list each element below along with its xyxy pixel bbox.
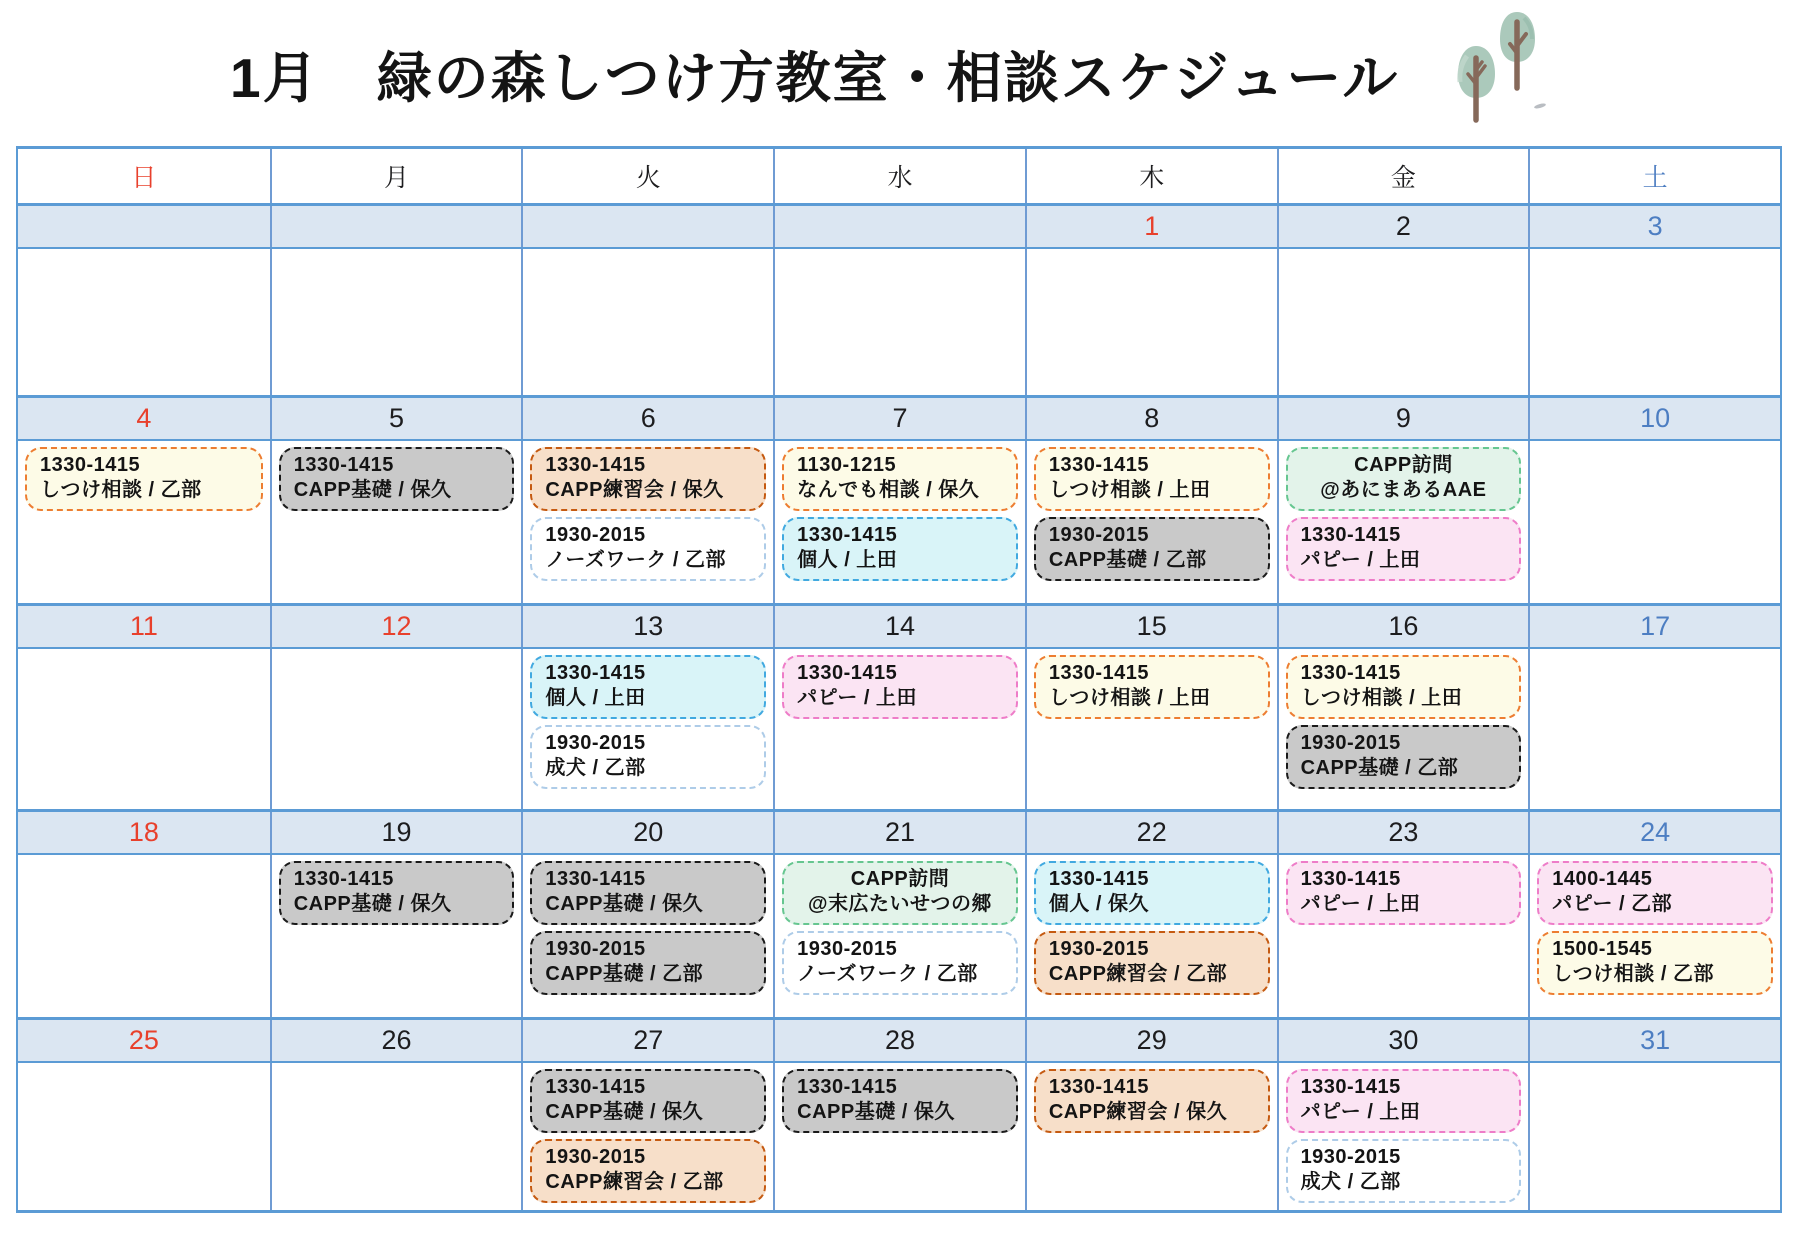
date-row-week-4 [18,809,1780,855]
event-line1: CAPP訪問 [1354,454,1453,476]
event-box [782,1069,1018,1133]
event-box [782,931,1018,995]
event-box [782,447,1018,511]
date-cell-mon-5: 5 [270,398,522,439]
date-cell-sat-31: 31 [1528,1020,1780,1061]
event-box [530,655,766,719]
date-cell-tue-13: 13 [521,606,773,647]
event-box [1286,517,1522,581]
event-line1: 1930-2015 [1048,938,1149,960]
event-line1: 1330-1415 [293,868,394,890]
date-cell-sun-4: 4 [136,403,152,433]
day-header-thu: 木 [1025,149,1277,203]
event-box [1034,931,1270,995]
event-line1: 1330-1415 [293,454,394,476]
day-cell-mon-19 [270,855,522,1017]
event-line1: 1330-1415 [545,868,646,890]
day-cell-wed [773,249,1025,395]
event-line1: 1330-1415 [1300,662,1401,684]
event-line1: 1330-1415 [545,662,646,684]
event-line1: 1930-2015 [545,524,646,546]
event-box [530,861,766,925]
trees-icon [1448,6,1572,124]
day-cell-thu-8 [1025,441,1277,603]
day-cell-wed-28 [773,1063,1025,1210]
date-cell-sun-18: 18 [128,817,159,847]
day-cell-fri-2 [1277,249,1529,395]
event-line2: 成犬 / 乙部 [545,757,646,779]
day-cell-wed-7 [773,441,1025,603]
date-cell-sat-17: 17 [1528,606,1780,647]
event-box [530,517,766,581]
event-line1: 1330-1415 [1048,868,1149,890]
date-cell-sat-24: 24 [1528,812,1780,853]
day-cell-thu-1 [1025,249,1277,395]
day-cell-fri-16 [1277,649,1529,809]
event-box [1286,861,1522,925]
ground-speck [1534,103,1547,110]
date-cell-sat-10: 10 [1528,398,1780,439]
event-line1: 1930-2015 [797,938,898,960]
day-cell-sat-24 [1528,855,1780,1017]
event-line1: 1930-2015 [1300,1146,1401,1168]
event-line2: CAPP基礎 / 保久 [293,893,452,915]
date-row-week-2 [18,395,1780,441]
event-box [782,861,1018,925]
date-cell-fri-16: 16 [1277,606,1529,647]
event-line1: 1400-1445 [1552,868,1653,890]
date-cell-wed [773,206,1025,247]
event-box [1286,1069,1522,1133]
tree-left-icon [1458,46,1495,120]
date-cell-wed-7: 7 [773,398,1025,439]
date-cell-thu-29: 29 [1025,1020,1277,1061]
event-box [1034,1069,1270,1133]
date-row-week-1 [18,203,1780,249]
day-header-tue: 火 [521,149,773,203]
event-line2: 個人 / 保久 [1048,893,1150,915]
day-cell-thu-29 [1025,1063,1277,1210]
event-line2: CAPP基礎 / 保久 [797,1101,955,1123]
date-cell-thu-22: 22 [1025,812,1277,853]
date-cell-thu-8: 8 [1025,398,1277,439]
content-row-week-3 [18,649,1780,809]
event-line2: CAPP基礎 / 乙部 [545,963,704,985]
event-line1: 1330-1415 [1300,868,1401,890]
event-line1: CAPP訪問 [850,868,950,890]
event-line2: しつけ相談 / 上田 [1300,687,1463,709]
event-line2: しつけ相談 / 乙部 [40,479,202,501]
day-header-wed: 水 [773,149,1025,203]
day-header-sun: 日 [131,164,157,192]
event-line2: 成犬 / 乙部 [1300,1171,1401,1193]
date-cell-wed-28: 28 [773,1020,1025,1061]
calendar-table [16,146,1782,1213]
date-cell-tue-20: 20 [521,812,773,853]
date-cell-fri-30: 30 [1277,1020,1529,1061]
day-header-fri: 金 [1277,149,1529,203]
day-cell-mon-5 [270,441,522,603]
date-cell-sun [18,206,270,247]
event-line2: CAPP練習会 / 乙部 [545,1171,724,1193]
date-cell-tue [521,206,773,247]
day-cell-sat-3 [1528,249,1780,395]
event-line2: CAPP練習会 / 保久 [1048,1101,1228,1123]
event-box [530,725,766,789]
event-line1: 1930-2015 [545,1146,646,1168]
content-row-week-1 [18,249,1780,395]
event-line2: なんでも相談 / 保久 [797,479,980,501]
day-cell-sun-25 [18,1063,270,1210]
date-row-week-3 [18,603,1780,649]
event-box [1034,861,1270,925]
date-cell-mon [270,206,522,247]
day-cell-sun-4 [18,441,270,603]
event-box [1286,725,1522,789]
event-line2: パピー / 上田 [1300,893,1421,915]
event-line1: 1930-2015 [545,938,646,960]
date-cell-thu-1: 1 [1025,206,1277,247]
event-box [1537,861,1773,925]
day-cell-tue-27 [521,1063,773,1210]
day-cell-tue-20 [521,855,773,1017]
day-cell-sat-31 [1528,1063,1780,1210]
day-cell-thu-15 [1025,649,1277,809]
day-cell-wed-14 [773,649,1025,809]
event-line1: 1330-1415 [545,454,646,476]
date-cell-fri-23: 23 [1277,812,1529,853]
event-line2: しつけ相談 / 上田 [1048,479,1211,501]
event-line1: 1330-1415 [1300,1076,1401,1098]
event-line2: @末広たいせつの郷 [807,893,992,915]
day-cell-mon-26 [270,1063,522,1210]
event-line2: パピー / 乙部 [1552,893,1673,915]
event-line1: 1330-1415 [545,1076,646,1098]
event-box [1034,447,1270,511]
event-line2: CAPP基礎 / 保久 [545,893,704,915]
event-line1: 1330-1415 [1048,454,1149,476]
event-line2: しつけ相談 / 上田 [1048,687,1211,709]
event-line2: パピー / 上田 [1300,1101,1421,1123]
event-line1: 1330-1415 [797,524,898,546]
date-cell-wed-21: 21 [773,812,1025,853]
tree-right-icon [1500,12,1535,88]
event-line1: 1930-2015 [1300,732,1401,754]
event-line2: CAPP基礎 / 保久 [293,479,452,501]
day-cell-sun-11 [18,649,270,809]
date-cell-wed-14: 14 [773,606,1025,647]
event-box [25,447,263,511]
day-cell-mon-12 [270,649,522,809]
day-cell-fri-30 [1277,1063,1529,1210]
event-line1: 1330-1415 [797,1076,898,1098]
event-line2: CAPP練習会 / 保久 [545,479,724,501]
event-box [1034,655,1270,719]
day-cell-sat-17 [1528,649,1780,809]
event-line1: 1330-1415 [1048,1076,1149,1098]
event-line2: CAPP練習会 / 乙部 [1048,963,1228,985]
event-line2: パピー / 上田 [1300,549,1421,571]
day-cell-sun [18,249,270,395]
day-header-row [18,149,1780,203]
event-line1: 1330-1415 [797,662,898,684]
date-cell-sat-3: 3 [1528,206,1780,247]
date-cell-fri-2: 2 [1277,206,1529,247]
day-header-mon: 月 [270,149,522,203]
event-box [1286,447,1522,511]
date-cell-mon-19: 19 [270,812,522,853]
event-line2: CAPP基礎 / 乙部 [1048,549,1207,571]
date-cell-fri-9: 9 [1277,398,1529,439]
event-box [530,1069,766,1133]
date-cell-mon-12: 12 [270,606,522,647]
day-cell-tue-6 [521,441,773,603]
event-line2: しつけ相談 / 乙部 [1552,963,1714,985]
event-box [279,861,515,925]
event-line1: 1500-1545 [1552,938,1653,960]
event-line1: 1330-1415 [1300,524,1401,546]
event-line2: CAPP基礎 / 乙部 [1300,757,1459,779]
event-line2: ノーズワーク / 乙部 [545,549,726,571]
content-row-week-2 [18,441,1780,603]
event-line1: 1130-1215 [797,454,897,476]
day-cell-fri-23 [1277,855,1529,1017]
event-line1: 1930-2015 [1048,524,1149,546]
event-line2: ノーズワーク / 乙部 [797,963,978,985]
day-cell-tue [521,249,773,395]
date-cell-sun-25: 25 [128,1025,159,1055]
event-line2: CAPP基礎 / 保久 [545,1101,704,1123]
event-line2: パピー / 上田 [797,687,918,709]
event-box [530,447,766,511]
day-header-sat: 土 [1528,149,1780,203]
page-title: 1月 緑の森しつけ方教室・相談スケジュール [230,47,1400,109]
event-box [782,655,1018,719]
day-cell-wed-21 [773,855,1025,1017]
date-cell-tue-27: 27 [521,1020,773,1061]
date-row-week-5 [18,1017,1780,1063]
event-box [1286,655,1522,719]
day-cell-sun-18 [18,855,270,1017]
date-cell-sun-11: 11 [129,611,158,641]
date-cell-mon-26: 26 [270,1020,522,1061]
event-box [1034,517,1270,581]
event-line1: 1330-1415 [1048,662,1149,684]
event-box [1286,1139,1522,1203]
event-line2: 個人 / 上田 [797,549,898,571]
event-line2: @あにまあるAAE [1320,479,1487,501]
date-cell-thu-15: 15 [1025,606,1277,647]
day-cell-fri-9 [1277,441,1529,603]
event-line1: 1930-2015 [545,732,646,754]
day-cell-mon [270,249,522,395]
day-cell-thu-22 [1025,855,1277,1017]
event-box [782,517,1018,581]
event-box [530,931,766,995]
event-box [530,1139,766,1203]
event-box [1537,931,1773,995]
content-row-week-4 [18,855,1780,1017]
date-cell-tue-6: 6 [521,398,773,439]
event-line2: 個人 / 上田 [545,687,646,709]
day-cell-tue-13 [521,649,773,809]
event-box [279,447,515,511]
event-line1: 1330-1415 [40,454,141,476]
content-row-week-5 [18,1063,1780,1210]
day-cell-sat-10 [1528,441,1780,603]
